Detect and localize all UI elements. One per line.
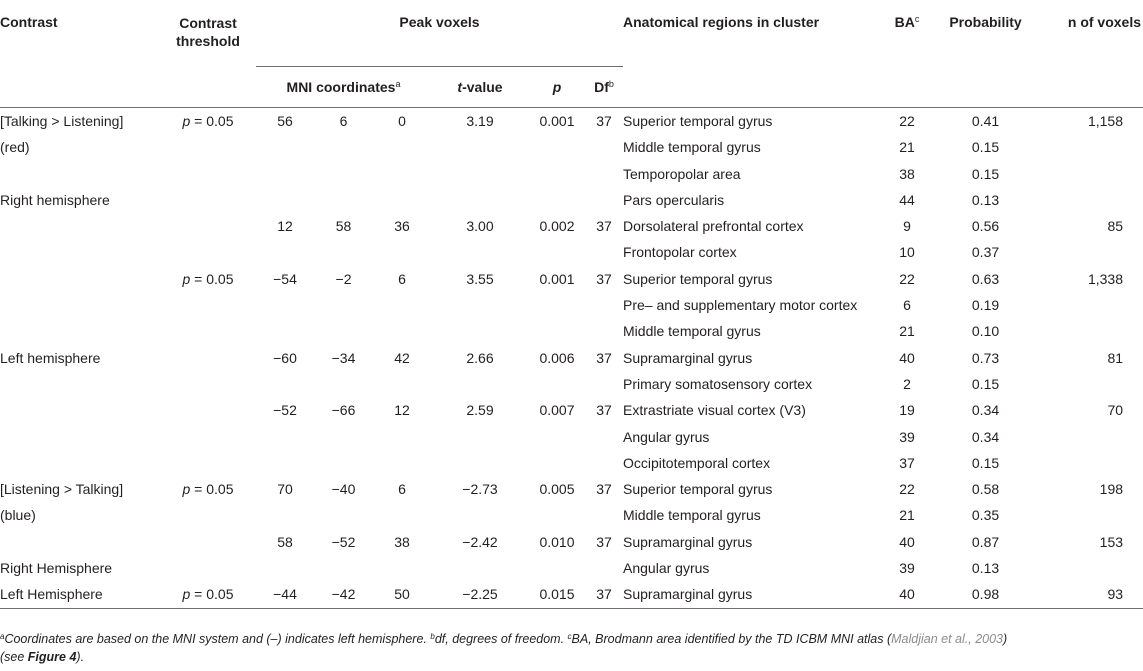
cell-mni-x — [256, 134, 314, 160]
cell-p: 0.001 — [539, 113, 575, 129]
cell-n-voxels: 93 — [1042, 581, 1143, 608]
cell-df — [585, 161, 623, 187]
cell-contrast: Right Hemisphere — [0, 560, 113, 577]
cell-df — [585, 555, 623, 581]
cell-mni-x — [256, 187, 314, 213]
cell-threshold — [160, 450, 256, 476]
cell-p: 0.006 — [539, 349, 575, 366]
cell-t-value: −2.42 — [462, 533, 498, 550]
cell-region: Temporopolar area — [623, 165, 741, 182]
cell-df — [585, 187, 623, 213]
table-row — [0, 502, 1143, 528]
cell-threshold — [160, 371, 256, 397]
table-row — [0, 318, 1143, 344]
cell-df: 37 — [596, 349, 612, 366]
cell-threshold: p = 0.05 — [160, 581, 256, 608]
cell-contrast — [0, 424, 160, 450]
cell-t-value — [431, 161, 529, 187]
cell-ba: 44 — [899, 191, 915, 208]
cell-mni-z: 6 — [398, 481, 406, 498]
header-probability: Probability — [949, 14, 1022, 30]
cell-region: Superior temporal gyrus — [623, 481, 773, 498]
cell-n-voxels — [1042, 292, 1143, 318]
cell-region: Frontopolar cortex — [623, 244, 737, 261]
cell-ba: 2 — [903, 375, 911, 392]
cell-probability: 0.15 — [971, 139, 1000, 156]
cell-mni-x — [256, 424, 314, 450]
cell-mni-x: −52 — [273, 402, 297, 419]
cell-mni-x — [256, 239, 314, 265]
table-row — [0, 134, 1143, 160]
cell-p — [529, 292, 585, 318]
cell-mni-y: 58 — [335, 218, 352, 235]
cell-df — [585, 292, 623, 318]
cell-probability: 0.10 — [971, 323, 1000, 340]
cell-contrast: [Talking > Listening] — [0, 113, 124, 129]
cell-mni-z: 36 — [394, 218, 410, 235]
cell-mni-y: −66 — [331, 402, 356, 419]
cell-mni-z: 42 — [394, 349, 410, 366]
cell-ba: 40 — [885, 581, 929, 608]
cell-mni-x — [256, 292, 314, 318]
cell-p — [529, 450, 585, 476]
cell-mni-z: 12 — [394, 402, 410, 419]
cell-mni-x: 12 — [277, 218, 293, 235]
cell-mni-y: 6 — [339, 113, 348, 129]
cell-region: Pars opercularis — [623, 191, 725, 208]
cell-mni-z — [373, 292, 431, 318]
cell-t-value — [431, 424, 529, 450]
cell-df — [585, 318, 623, 344]
cell-contrast — [0, 318, 160, 344]
cell-mni-z: 6 — [398, 270, 406, 287]
table-row — [0, 424, 1143, 450]
cell-mni-y — [314, 239, 373, 265]
cell-region: Primary somatosensory cortex — [623, 375, 813, 392]
cell-mni-z: 38 — [394, 533, 410, 550]
cell-region: Dorsolateral prefrontal cortex — [623, 218, 804, 235]
cell-mni-y — [314, 134, 373, 160]
cell-contrast — [0, 529, 160, 555]
cell-mni-x — [256, 371, 314, 397]
cell-p: 0.007 — [539, 402, 575, 419]
cell-contrast: Left Hemisphere — [0, 581, 160, 608]
figure-reference[interactable]: Figure 4 — [27, 650, 77, 664]
cell-mni-z — [373, 450, 431, 476]
cell-contrast — [0, 292, 160, 318]
cell-t-value: 3.55 — [466, 270, 494, 287]
cell-region: Supramarginal gyrus — [623, 349, 753, 366]
cell-threshold — [160, 424, 256, 450]
cell-n-voxels — [1042, 239, 1143, 265]
cell-mni-x — [256, 502, 314, 528]
cell-mni-x: 58 — [277, 533, 293, 550]
cell-mni-x: 70 — [277, 481, 293, 498]
cell-mni-y: −52 — [331, 533, 356, 550]
header-t-value: t-value — [457, 79, 503, 95]
table-row — [0, 581, 1143, 608]
cell-df: 37 — [596, 481, 612, 498]
cell-t-value: 2.59 — [466, 402, 494, 419]
cell-probability: 0.35 — [971, 507, 1000, 524]
cell-n-voxels — [1042, 555, 1143, 581]
cell-t-value — [431, 371, 529, 397]
cell-p — [529, 187, 585, 213]
cell-threshold — [160, 555, 256, 581]
cell-mni-y: −2 — [335, 270, 352, 287]
cell-ba: 22 — [899, 481, 915, 498]
cell-ba: 40 — [899, 533, 915, 550]
cell-mni-z — [373, 161, 431, 187]
cell-contrast: (blue) — [0, 507, 36, 524]
cell-threshold — [160, 161, 256, 187]
cell-mni-z — [373, 502, 431, 528]
results-table — [0, 4, 1143, 609]
table-row — [0, 555, 1143, 581]
cell-mni-x — [256, 161, 314, 187]
cell-ba: 22 — [899, 113, 915, 129]
cell-mni-z — [373, 555, 431, 581]
cell-contrast — [0, 213, 160, 239]
cell-p — [529, 239, 585, 265]
cell-p — [529, 371, 585, 397]
cell-mni-x: −44 — [256, 581, 314, 608]
cell-ba: 21 — [899, 323, 915, 340]
cell-mni-y: −42 — [314, 581, 373, 608]
table-row — [0, 161, 1143, 187]
cell-t-value — [431, 502, 529, 528]
table-row — [0, 292, 1143, 318]
cell-probability: 0.19 — [971, 297, 1000, 314]
cell-probability: 0.58 — [971, 481, 1000, 498]
cell-contrast: Left hemisphere — [0, 349, 101, 366]
cell-probability: 0.63 — [971, 270, 1000, 287]
cell-p: 0.010 — [539, 533, 575, 550]
cell-t-value — [431, 318, 529, 344]
cell-p: 0.001 — [539, 270, 575, 287]
cell-contrast: Right hemisphere — [0, 191, 110, 208]
cell-t-value: 3.19 — [466, 113, 494, 129]
cell-n-voxels: 1,338 — [1087, 270, 1124, 287]
cell-probability: 0.34 — [971, 428, 1000, 445]
cell-t-value — [431, 450, 529, 476]
cell-mni-y — [314, 187, 373, 213]
cell-probability: 0.15 — [971, 375, 1000, 392]
cell-mni-z — [373, 239, 431, 265]
cell-mni-z — [373, 424, 431, 450]
cell-df: 37 — [596, 218, 612, 235]
cell-probability: 0.13 — [971, 191, 1000, 208]
cell-mni-y — [314, 555, 373, 581]
cell-mni-x — [256, 318, 314, 344]
cell-t-value: 3.00 — [466, 218, 494, 235]
cell-t-value — [431, 292, 529, 318]
cell-threshold — [160, 239, 256, 265]
cell-p — [529, 161, 585, 187]
cell-p — [529, 502, 585, 528]
cell-t-value: 2.66 — [466, 349, 494, 366]
cell-ba: 22 — [899, 270, 915, 287]
table-row — [0, 345, 1143, 371]
cell-mni-y — [314, 424, 373, 450]
cell-df — [585, 502, 623, 528]
cell-mni-y — [314, 371, 373, 397]
header-threshold: Contrast threshold — [176, 15, 240, 49]
cell-df: 37 — [596, 270, 612, 287]
cell-n-voxels — [1042, 450, 1143, 476]
cell-threshold: p = 0.05 — [182, 270, 234, 287]
cell-mni-z: 50 — [373, 581, 431, 608]
cell-df — [585, 239, 623, 265]
cell-threshold — [160, 187, 256, 213]
cell-p: 0.002 — [539, 218, 575, 235]
header-p: p — [552, 79, 562, 95]
cell-contrast — [0, 239, 160, 265]
citation-link[interactable]: Maldjian et al., 2003 — [891, 632, 1004, 646]
cell-df — [585, 424, 623, 450]
cell-mni-x: 56 — [277, 113, 293, 129]
cell-t-value — [431, 187, 529, 213]
cell-n-voxels — [1042, 371, 1143, 397]
header-n-voxels: n of voxels — [1067, 14, 1142, 30]
cell-mni-y: −34 — [331, 349, 356, 366]
cell-region: Middle temporal gyrus — [623, 323, 761, 340]
table-row — [0, 266, 1143, 292]
cell-mni-y — [314, 318, 373, 344]
cell-contrast — [0, 161, 160, 187]
table-row — [0, 108, 1143, 135]
table-row — [0, 239, 1143, 265]
cell-probability: 0.73 — [971, 349, 1000, 366]
cell-ba: 37 — [899, 454, 915, 471]
table-row — [0, 529, 1143, 555]
cell-region: Extrastriate visual cortex (V3) — [623, 402, 806, 419]
cell-ba: 21 — [899, 139, 915, 156]
cell-mni-y — [314, 292, 373, 318]
cell-probability: 0.98 — [929, 581, 1042, 608]
header-regions: Anatomical regions in cluster — [623, 14, 820, 30]
cell-ba: 19 — [899, 402, 915, 419]
cell-n-voxels: 70 — [1107, 402, 1124, 419]
cell-threshold — [160, 318, 256, 344]
cell-region: Angular gyrus — [623, 560, 710, 577]
cell-probability: 0.15 — [971, 454, 1000, 471]
cell-region: Superior temporal gyrus — [623, 113, 773, 129]
cell-df: 37 — [596, 402, 612, 419]
cell-probability: 0.13 — [971, 560, 1000, 577]
cell-df — [585, 450, 623, 476]
cell-region: Pre– and supplementary motor cortex — [623, 297, 858, 314]
cell-ba: 38 — [899, 165, 915, 182]
cell-mni-z — [373, 318, 431, 344]
cell-t-value: −2.25 — [431, 581, 529, 608]
cell-mni-y: −40 — [331, 481, 356, 498]
cell-threshold — [160, 397, 256, 423]
cell-p — [529, 555, 585, 581]
cell-n-voxels — [1042, 424, 1143, 450]
cell-n-voxels: 153 — [1099, 533, 1124, 550]
cell-mni-x: −60 — [273, 349, 297, 366]
cell-t-value — [431, 134, 529, 160]
cell-t-value — [431, 239, 529, 265]
cell-threshold — [160, 345, 256, 371]
table-row — [0, 450, 1143, 476]
cell-region: Occipitotemporal cortex — [623, 454, 771, 471]
cell-df — [585, 371, 623, 397]
cell-threshold — [160, 213, 256, 239]
cell-ba: 39 — [899, 560, 915, 577]
cell-n-voxels — [1042, 187, 1143, 213]
cell-contrast — [0, 397, 160, 423]
cell-n-voxels: 198 — [1099, 481, 1124, 498]
cell-ba: 10 — [899, 244, 915, 261]
cell-n-voxels — [1042, 134, 1143, 160]
cell-probability: 0.37 — [971, 244, 1000, 261]
table-row — [0, 187, 1143, 213]
cell-n-voxels — [1042, 502, 1143, 528]
cell-threshold — [160, 529, 256, 555]
cell-n-voxels: 81 — [1107, 349, 1124, 366]
cell-threshold — [160, 502, 256, 528]
cell-p: 0.015 — [529, 581, 585, 608]
header-peak-voxels: Peak voxels — [256, 4, 623, 67]
cell-df: 37 — [596, 113, 612, 129]
cell-t-value — [431, 555, 529, 581]
cell-probability: 0.87 — [971, 533, 1000, 550]
table-row — [0, 397, 1143, 423]
cell-mni-x: −54 — [273, 270, 297, 287]
cell-p — [529, 424, 585, 450]
table-body — [0, 108, 1143, 609]
cell-probability: 0.56 — [971, 218, 1000, 235]
cell-ba: 6 — [903, 297, 911, 314]
table-row — [0, 476, 1143, 502]
cell-p — [529, 318, 585, 344]
cell-threshold: p = 0.05 — [182, 113, 234, 129]
cell-df — [585, 134, 623, 160]
cell-mni-y — [314, 161, 373, 187]
cell-region: Middle temporal gyrus — [623, 507, 761, 524]
header-df: Df$^b$ — [594, 79, 614, 95]
cell-mni-y — [314, 450, 373, 476]
cell-df: 37 — [596, 533, 612, 550]
header-ba: $BA^c$ — [894, 14, 920, 30]
cell-df: 37 — [585, 581, 623, 608]
cell-mni-x — [256, 450, 314, 476]
header-contrast: Contrast — [0, 14, 58, 30]
cell-mni-z — [373, 371, 431, 397]
cell-mni-z — [373, 187, 431, 213]
cell-region: Middle temporal gyrus — [623, 139, 761, 156]
cell-region: Supramarginal gyrus — [623, 581, 885, 608]
cell-mni-y — [314, 502, 373, 528]
cell-probability: 0.15 — [971, 165, 1000, 182]
cell-mni-z — [373, 134, 431, 160]
cell-threshold — [160, 292, 256, 318]
cell-contrast: (red) — [0, 139, 30, 156]
cell-contrast — [0, 450, 160, 476]
cell-mni-x — [256, 555, 314, 581]
cell-n-voxels: 85 — [1107, 218, 1124, 235]
cell-n-voxels — [1042, 161, 1143, 187]
cell-ba: 9 — [903, 218, 911, 235]
cell-threshold: p = 0.05 — [182, 481, 234, 498]
table-footnote: $^a$Coordinates are based on the MNI system and (–) indicates left hemisphere. $^b$df, degrees of freedom. $^c$BA, Brodmann area identified by the TD ICBM MNI atlas (Maldjian et al., 2003) (see Figure 4). — [0, 632, 1008, 664]
cell-ba: 21 — [899, 507, 915, 524]
cell-t-value: −2.73 — [462, 481, 498, 498]
cell-ba: 39 — [899, 428, 915, 445]
cell-n-voxels — [1042, 318, 1143, 344]
cell-p — [529, 134, 585, 160]
header-mni: MNI coordinates$^a$ — [286, 79, 401, 95]
cell-probability: 0.41 — [971, 113, 1000, 129]
cell-mni-z: 0 — [398, 113, 406, 129]
table-row — [0, 371, 1143, 397]
cell-contrast — [0, 371, 160, 397]
cell-region: Angular gyrus — [623, 428, 710, 445]
cell-region: Supramarginal gyrus — [623, 533, 753, 550]
cell-region: Superior temporal gyrus — [623, 270, 773, 287]
table-row — [0, 213, 1143, 239]
cell-p: 0.005 — [539, 481, 575, 498]
cell-contrast: [Listening > Talking] — [0, 481, 124, 498]
cell-threshold — [160, 134, 256, 160]
cell-ba: 40 — [899, 349, 915, 366]
cell-probability: 0.34 — [971, 402, 1000, 419]
cell-contrast — [0, 266, 160, 292]
cell-n-voxels: 1,158 — [1087, 113, 1124, 129]
